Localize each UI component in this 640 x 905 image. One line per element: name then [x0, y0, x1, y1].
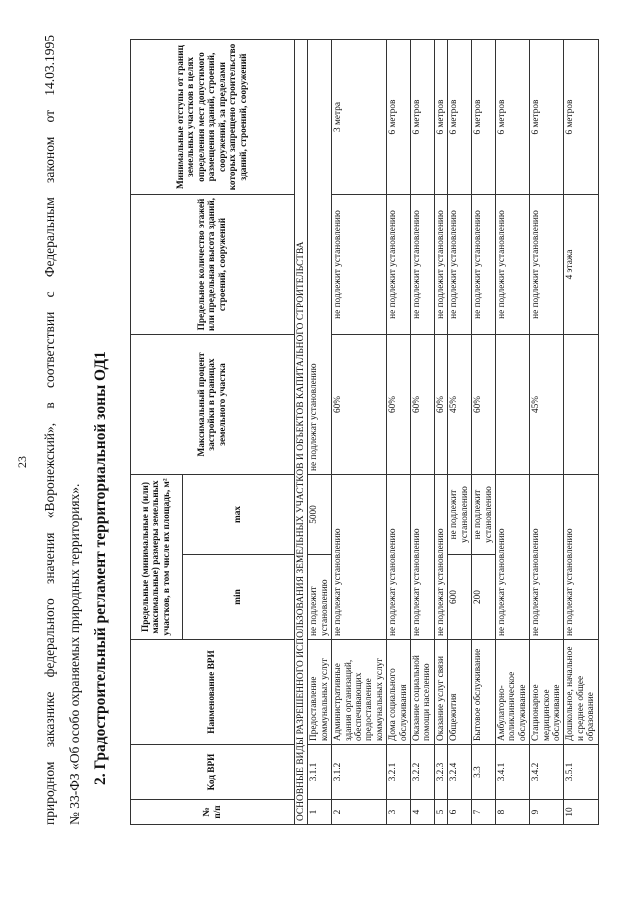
row-code: 3.1.2 — [332, 745, 387, 800]
row-percent: 60% — [434, 335, 447, 475]
row-setback: 6 метров — [530, 40, 564, 195]
row-max: не подлежит установлению — [472, 475, 496, 555]
table-row — [472, 40, 496, 825]
intro-line-1: природном заказнике федерального значения «Воронежский», в соответствии с Федеральным законом от 14.03.1995 — [42, 35, 57, 825]
row-floors: не подлежат установлению — [308, 40, 332, 475]
row-min: 200 — [472, 555, 496, 640]
row-num: 6 — [448, 800, 472, 825]
row-name: Стационарное медицинское обслуживание — [530, 640, 564, 745]
section-heading: 2. Градостроительный регламент территориальной зоны ОД1 — [92, 351, 109, 785]
row-name: Оказание социальной помощи населению — [411, 640, 435, 745]
table-row — [495, 40, 529, 825]
row-num: 9 — [530, 800, 564, 825]
table-row — [332, 40, 387, 825]
row-size: не подлежат установлению — [530, 475, 564, 640]
row-num: 5 — [434, 800, 447, 825]
row-floors: не подлежит установлению — [472, 195, 496, 335]
row-min: 600 — [448, 555, 472, 640]
header-percent: Максимальный процент застройки в границах земельного участка — [131, 335, 295, 475]
section-title: ОСНОВНЫЕ ВИДЫ РАЗРЕШЕННОГО ИСПОЛЬЗОВАНИЯ ЗЕМЕЛЬНЫХ УЧАСТКОВ И ОБЪЕКТОВ КАПИТАЛЬНОГО СТРОИТЕЛЬСТВА — [296, 241, 306, 821]
row-percent: 45% — [448, 335, 472, 475]
row-percent: 60% — [472, 335, 496, 475]
row-floors: не подлежит установлению — [448, 195, 472, 335]
header-floors: Предельное количество этажей или предельная высота зданий, строений, сооружений — [131, 195, 295, 335]
row-code: 3.4.2 — [530, 745, 564, 800]
row-name: Дома социального обслуживания — [387, 640, 411, 745]
row-setback: 6 метров — [387, 40, 411, 195]
row-size: не подлежат установлению — [564, 475, 598, 640]
row-percent: 60% — [387, 335, 411, 475]
row-setback: 6 метров — [564, 40, 598, 195]
row-code: 3.2.3 — [434, 745, 447, 800]
row-percent — [495, 335, 529, 475]
row-code: 3.2.4 — [448, 745, 472, 800]
table-header-row — [131, 40, 183, 825]
table-row — [308, 40, 332, 825]
intro-line-2: № 33-ФЗ «Об особо охраняемых природных территориях». — [67, 483, 82, 825]
row-percent — [564, 335, 598, 475]
row-percent: 45% — [530, 335, 564, 475]
row-floors: 4 этажа — [564, 195, 598, 335]
row-max: 5000 — [308, 475, 332, 555]
regulation-table — [130, 39, 599, 825]
header-setback: Минимальные отступы от границ земельных участков в целях определения мест допустимого размещения зданий, строений, сооружений, за пределами которых запрещено строительство зданий, строений, сооружений — [131, 40, 295, 195]
row-num: 4 — [411, 800, 435, 825]
row-floors: не подлежит установлению — [434, 195, 447, 335]
header-max: max — [183, 475, 295, 555]
row-name: Дошкольное, начальное и среднее общее образование — [564, 640, 598, 745]
row-code: 3.3 — [472, 745, 496, 800]
row-code: 3.2.1 — [387, 745, 411, 800]
table-row — [434, 40, 447, 825]
row-setback: 6 метров — [434, 40, 447, 195]
section-row — [295, 40, 308, 825]
row-name: Амбулаторно-поликлиническое обслуживание — [495, 640, 529, 745]
row-size: не подлежат установлению — [332, 475, 387, 640]
row-floors: не подлежит установлению — [387, 195, 411, 335]
table-row — [448, 40, 472, 825]
row-setback: 6 метров — [411, 40, 435, 195]
table-row — [387, 40, 411, 825]
row-size: не подлежат установлению — [387, 475, 411, 640]
row-num: 1 — [308, 800, 332, 825]
row-num: 8 — [495, 800, 529, 825]
row-code: 3.5.1 — [564, 745, 598, 800]
row-name: Административные здания организаций, обеспечивающих предоставление коммунальных услуг — [332, 640, 387, 745]
row-setback: 6 метров — [495, 40, 529, 195]
intro-paragraph — [37, 35, 87, 825]
row-size: не подлежат установлению — [434, 475, 447, 640]
header-code: Код ВРИ — [131, 745, 295, 800]
page-number: 23 — [15, 456, 29, 468]
table-row — [411, 40, 435, 825]
row-percent: 60% — [411, 335, 435, 475]
row-floors: не подлежит установлению — [332, 195, 387, 335]
row-max: не подлежит установлению — [448, 475, 472, 555]
row-name: Общежития — [448, 640, 472, 745]
row-code: 3.2.2 — [411, 745, 435, 800]
row-floors: не подлежит установлению — [411, 195, 435, 335]
row-name: Бытовое обслуживание — [472, 640, 496, 745]
row-num: 2 — [332, 800, 387, 825]
header-min: min — [183, 555, 295, 640]
header-size: Предельные (минимальные и (или) максимальные) размеры земельных участков, в том числе их площадь, м² — [131, 475, 183, 640]
table-row — [564, 40, 598, 825]
row-size: не подлежат установлению — [411, 475, 435, 640]
header-num: № п/п — [131, 800, 295, 825]
row-floors: не подлежит установлению — [495, 195, 529, 335]
row-percent: 60% — [332, 335, 387, 475]
row-size: не подлежат установлению — [495, 475, 529, 640]
row-code: 3.1.1 — [308, 745, 332, 800]
row-num: 3 — [387, 800, 411, 825]
row-name: Оказание услуг связи — [434, 640, 447, 745]
header-name: Наименование ВРИ — [131, 640, 295, 745]
row-floors: не подлежит установлению — [530, 195, 564, 335]
row-setback: 6 метров — [448, 40, 472, 195]
row-min: не подлежит установлению — [308, 555, 332, 640]
row-num: 7 — [472, 800, 496, 825]
row-setback: 6 метров — [472, 40, 496, 195]
table-row — [530, 40, 564, 825]
row-num: 10 — [564, 800, 598, 825]
row-name: Предоставление коммунальных услуг — [308, 640, 332, 745]
row-setback: 3 метра — [332, 40, 387, 195]
row-code: 3.4.1 — [495, 745, 529, 800]
